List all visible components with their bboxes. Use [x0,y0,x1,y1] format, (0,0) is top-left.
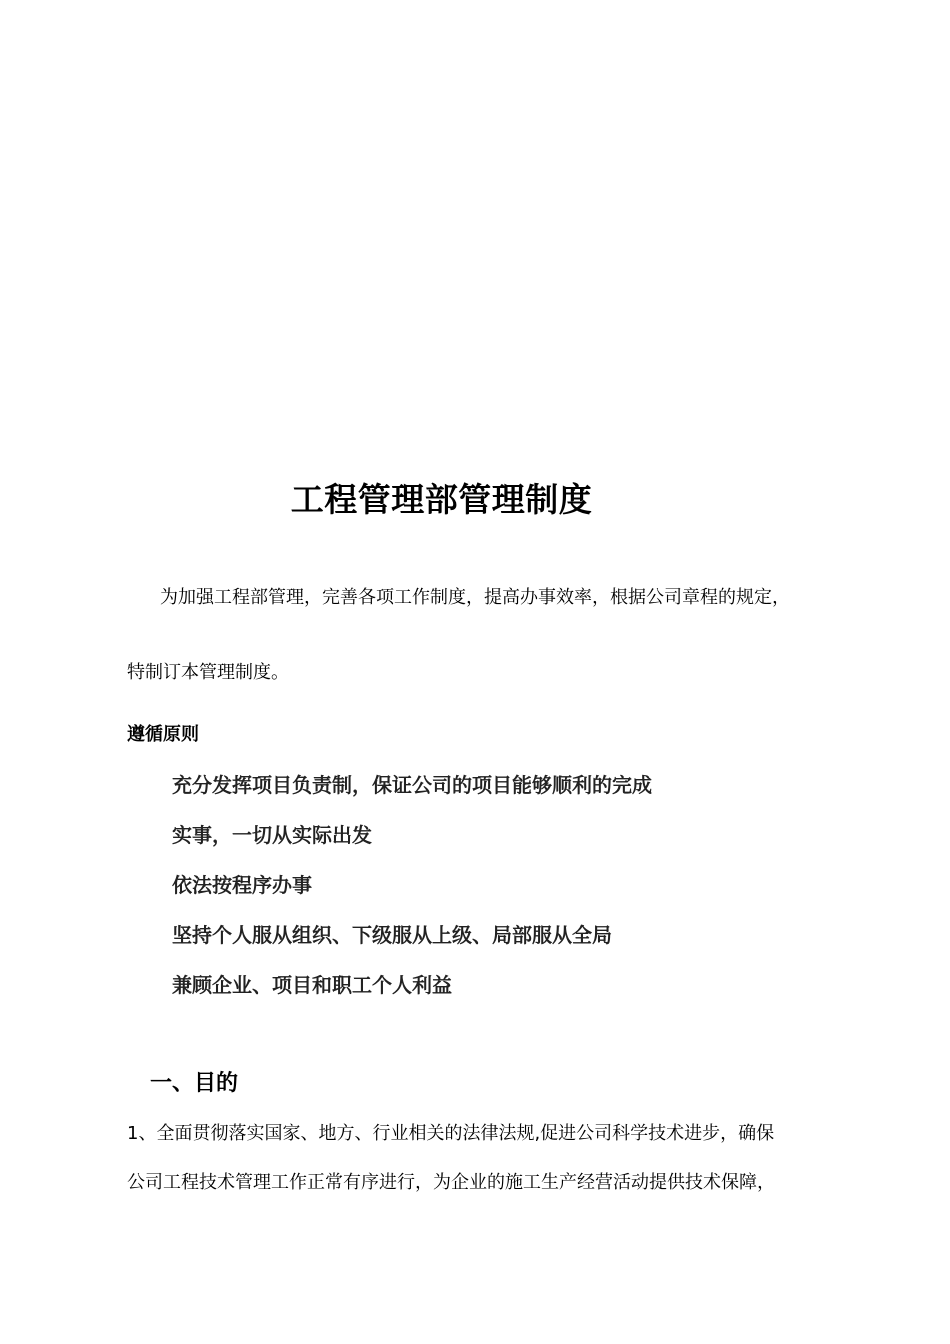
section-paragraph-line-1: 1、全面贯彻落实国家、地方、行业相关的法律法规,促进公司科学技术进步，确保 [127,1123,775,1144]
intro-paragraph-line-1: 为加强工程部管理，完善各项工作制度，提高办事效率，根据公司章程的规定， [160,587,790,608]
principle-item: 兼顾企业、项目和职工个人利益 [172,973,452,997]
principle-item: 充分发挥项目负责制，保证公司的项目能够顺利的完成 [172,773,652,797]
section-heading-purpose: 一、目的 [150,1071,239,1096]
principle-item: 坚持个人服从组织、下级服从上级、局部服从全局 [172,923,612,947]
principle-item: 依法按程序办事 [172,873,312,897]
section-paragraph-line-2: 公司工程技术管理工作正常有序进行，为企业的施工生产经营活动提供技术保障， [127,1172,775,1193]
intro-paragraph-line-2: 特制订本管理制度。 [127,662,289,683]
principles-list [172,770,652,1020]
principle-item: 实事，一切从实际出发 [172,823,372,847]
principles-heading: 遵循原则 [127,724,199,745]
document-title: 工程管理部管理制度 [290,480,593,519]
